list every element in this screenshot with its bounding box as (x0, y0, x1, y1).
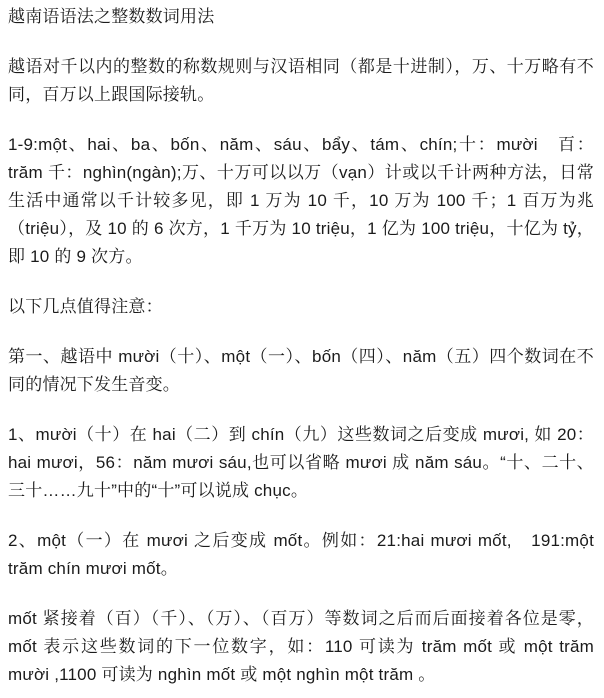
paragraph-intro-decimal-rule: 越语对千以内的整数的称数规则与汉语相同（都是十进制），万、十万略有不同，百万以上跟国际接轨。 (8, 57, 594, 104)
paragraph-numbers-1-9-and-units: 1-9:một、hai、ba、bốn、năm、sáu、bẩy、tám、chín;十：mười 百：trăm 千：nghìn(ngàn);万、十万可以以万（vạn）计或以千计两种方法，日常生活中通常以千计较多见，即 1 万为 10 千，10 万为 100 千；1 百万为兆（triệu），及 10 的 6 次方，1 千万为 10 triệu，1 亿为 100 triệu，十亿为 tỷ，即 10 的 9 次方。 (8, 135, 594, 266)
document-title: 越南语语法之整数数词用法 (8, 7, 215, 26)
paragraph-mot-usage: mốt 紧接着（百）（千）、（万）、（百万）等数词之后而后面接着各位是零，mốt 表示这些数词的下一位数字，如：110 可读为 trăm mốt 或 một trăm mười ,1100 可读为 nghìn mốt 或 một nghìn một trăm 。 (8, 609, 594, 684)
paragraph-rule-2-mot: 2、một（一）在 mươi 之后变成 mốt。例如：21:hai mươi mốt, 191:một trăm chín mươi mốt。 (8, 531, 594, 578)
paragraph-rule-first-sound-change: 第一、越语中 mười（十）、một（一）、bốn（四）、năm（五）四个数词在不同的情况下发生音变。 (8, 347, 594, 394)
paragraph-rule-1-muoi: 1、mười（十）在 hai（二）到 chín（九）这些数词之后变成 mươi, 如 20：hai mươi，56：năm mươi sáu,也可以省略 mươi 成 năm sáu。“十、二十、三十……九十”中的“十”可以说成 chục。 (8, 425, 594, 500)
paragraph-notes-header: 以下几点值得注意： (8, 297, 163, 316)
